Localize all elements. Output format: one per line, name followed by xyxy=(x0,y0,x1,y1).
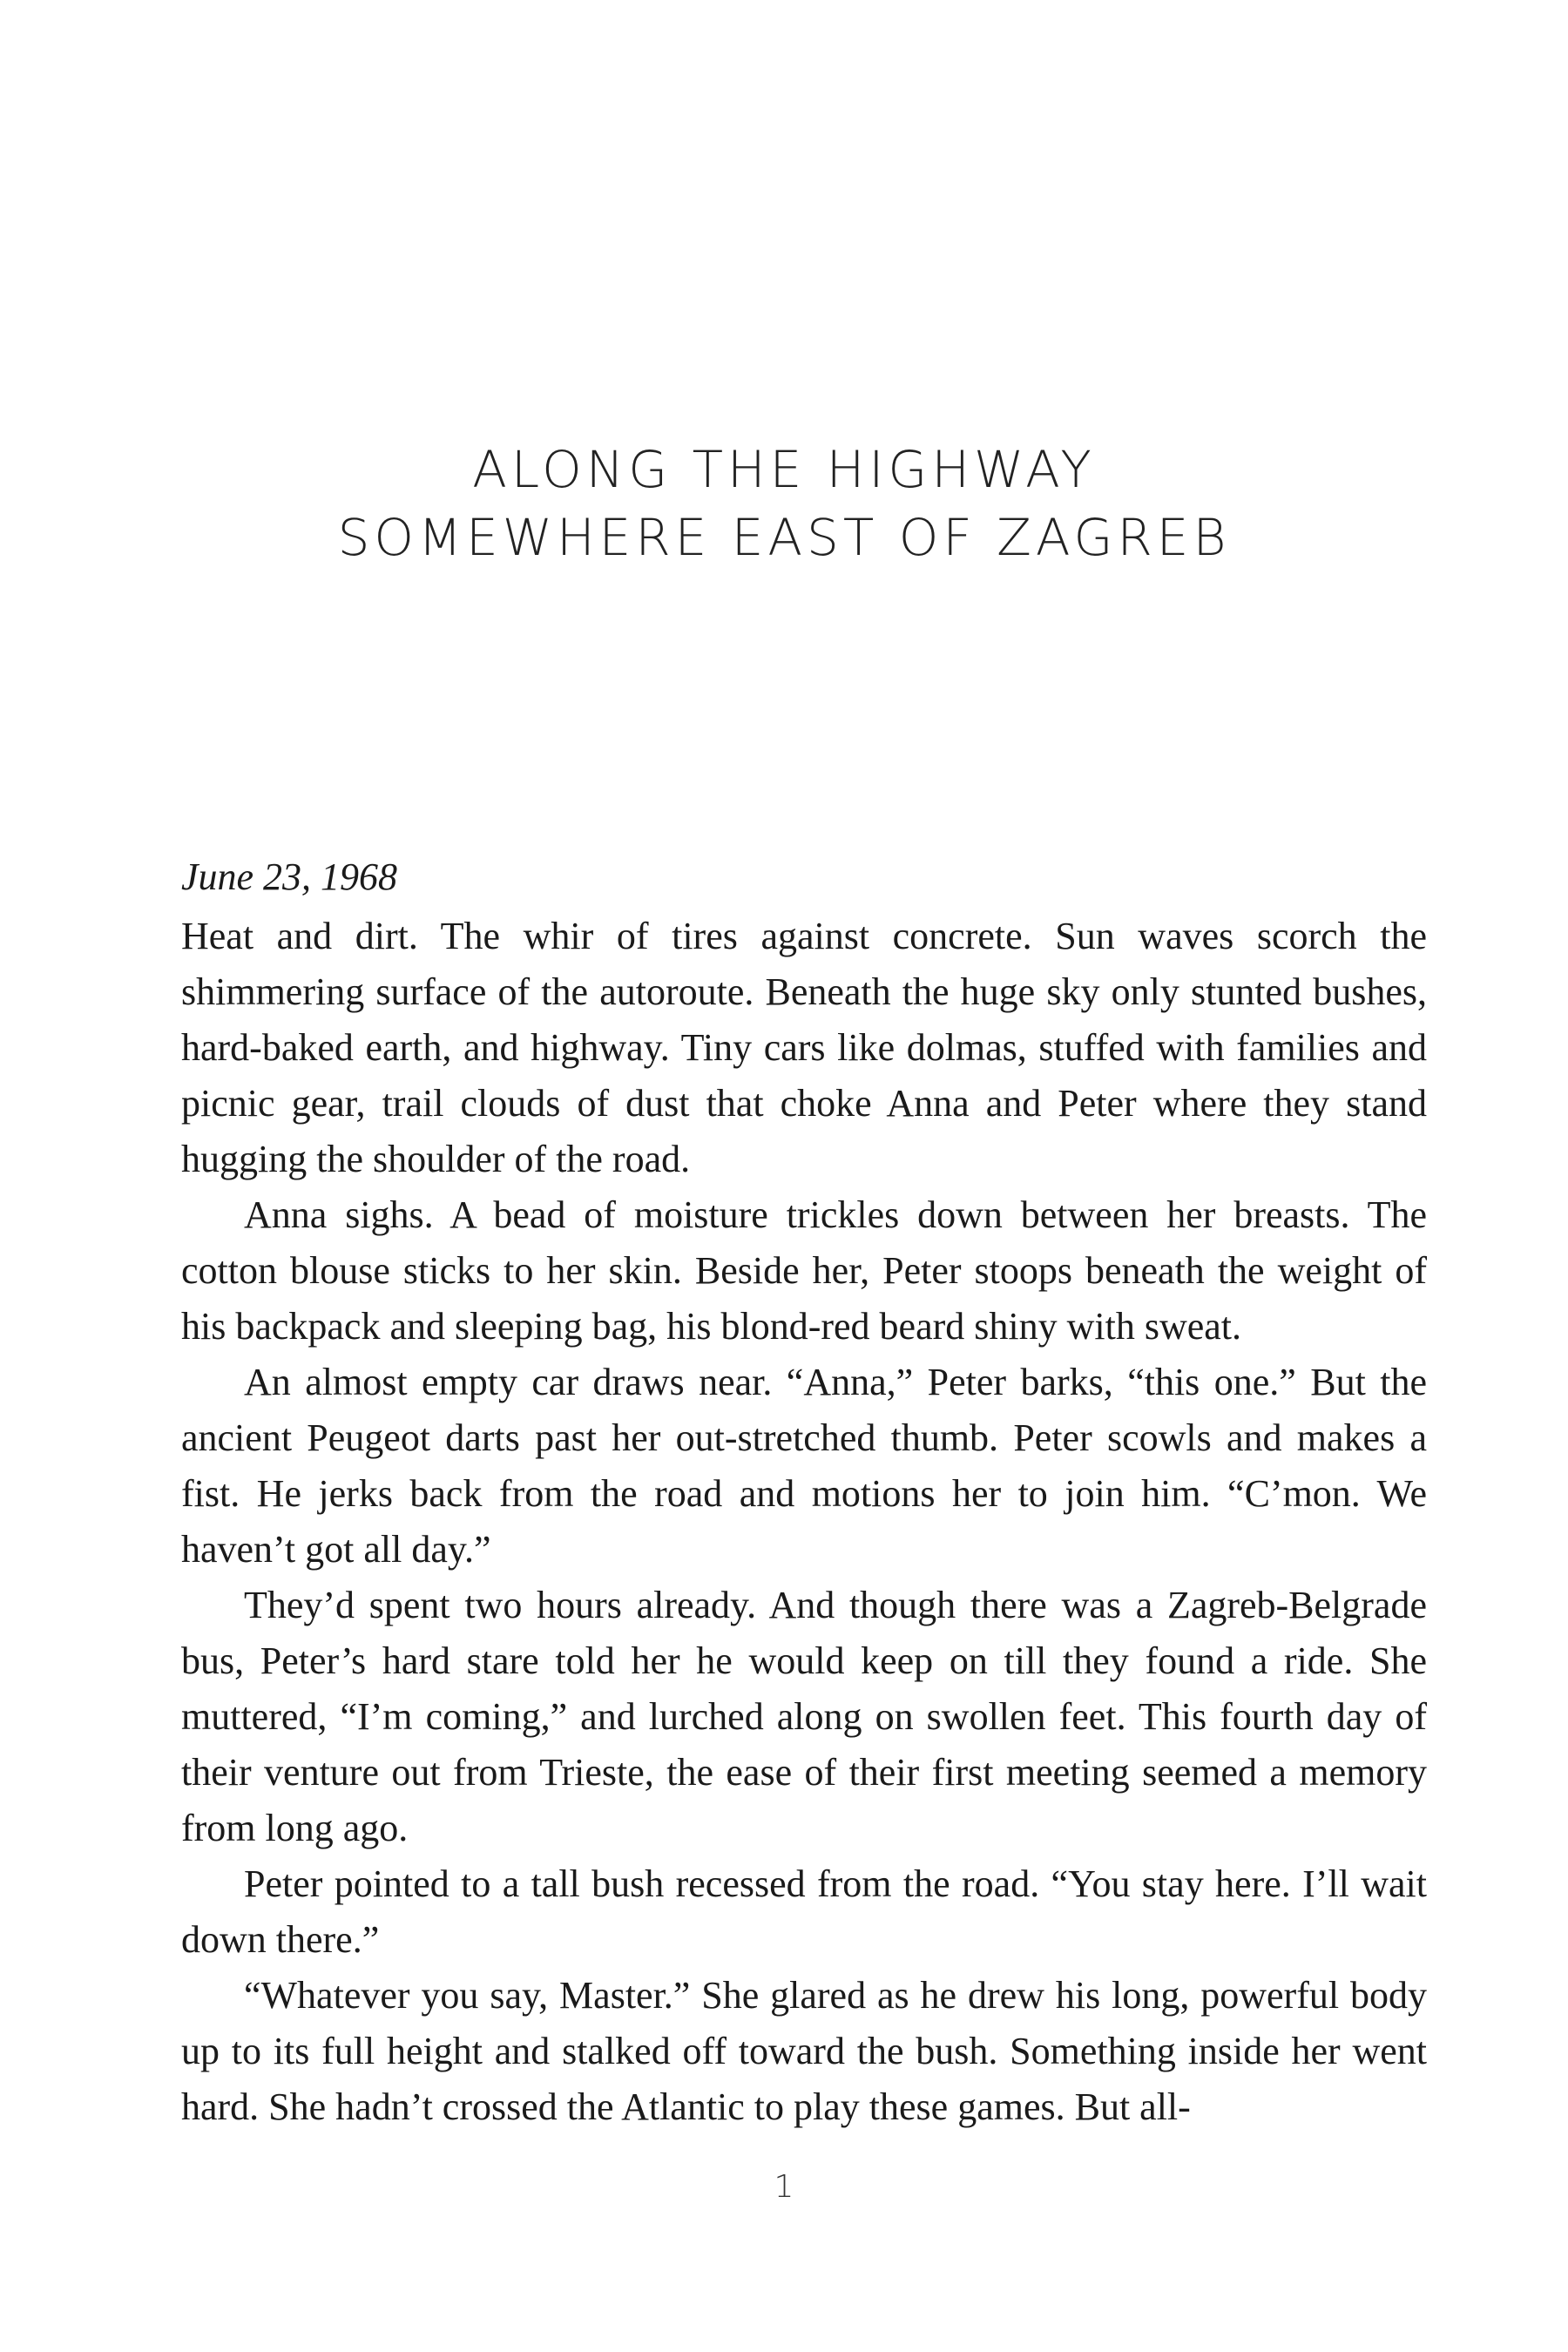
paragraph-5: Peter pointed to a tall bush recessed from the road. “You stay here. I’ll wait down there.” xyxy=(181,1862,1427,1961)
paragraph-1: Heat and dirt. The whir of tires against concrete. Sun waves scorch the shimmering surface of the autoroute. Beneath the huge sky only stunted bushes, hard-baked earth, and highway. Tiny cars like dolmas, stuffed with families and picnic gear, trail clouds of dust that choke Anna and Peter where they stand hugging the shoulder of the road. xyxy=(181,915,1427,1180)
paragraph-4: They’d spent two hours already. And though there was a Zagreb-Belgrade bus, Peter’s hard stare told her he would keep on till they found a ride. She muttered, “I’m coming,” and lurched along on swollen feet. This fourth day of their venture out from Trieste, the ease of their first meeting seemed a memory from long ago. xyxy=(181,1584,1427,1849)
body-text xyxy=(181,849,1427,2135)
chapter-title-line-1: ALONG THE HIGHWAY xyxy=(472,440,1096,499)
chapter-title xyxy=(0,436,1568,571)
chapter-title-line-2: SOMEWHERE EAST OF ZAGREB xyxy=(337,508,1231,567)
dateline: June 23, 1968 xyxy=(181,855,398,898)
paragraph-6: “Whatever you say, Master.” She glared as he drew his long, powerful body up to its full height and stalked off toward the bush. Something inside her went hard. She hadn’t crossed the Atlantic to play these games. But all- xyxy=(181,1974,1427,2128)
paragraph-3: An almost empty car draws near. “Anna,” Peter barks, “this one.” But the ancient Peugeot darts past her out-stretched thumb. Peter scowls and makes a fist. He jerks back from the road and motions her to join him. “C’mon. We haven’t got all day.” xyxy=(181,1361,1427,1571)
page-number: 1 xyxy=(774,2169,794,2205)
paragraph-2: Anna sighs. A bead of moisture trickles down between her breasts. The cotton blouse sticks to her skin. Beside her, Peter stoops beneath the weight of his backpack and sleeping bag, his blond-red beard shiny with sweat. xyxy=(181,1193,1427,1348)
